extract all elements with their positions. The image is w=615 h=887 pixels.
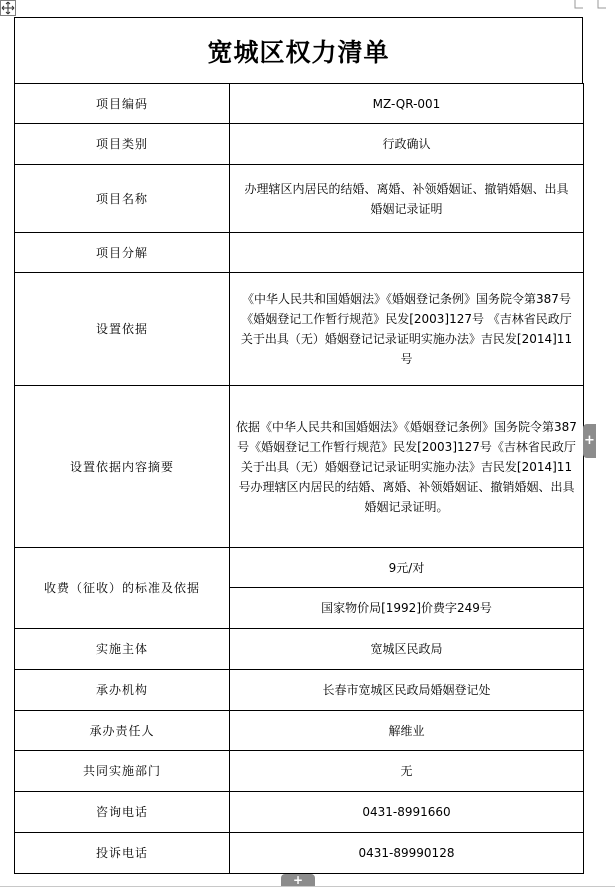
add-column-button[interactable] — [583, 424, 596, 458]
row-label: 投诉电话 — [15, 833, 230, 874]
row-value: 依据《中华人民共和国婚姻法》《婚姻登记条例》国务院令第387号《婚姻登记工作暂行规范》民发[2003]127号《吉林省民政厅关于出具（无）婚姻登记记录证明实施办法》吉民发[2014]11号办理辖区内居民的结婚、离婚、补领婚姻证、撤销婚姻、出具婚姻记录证明。 — [230, 386, 584, 548]
row-label: 项目编码 — [15, 84, 230, 124]
table-row — [15, 386, 584, 548]
power-list-table — [14, 83, 584, 874]
row-value — [230, 233, 584, 273]
table-row — [15, 273, 584, 386]
add-row-button[interactable] — [281, 874, 315, 886]
add-row-icon: + — [292, 873, 304, 887]
row-value: 解维业 — [230, 711, 584, 751]
fee-label: 收费（征收）的标准及依据 — [15, 548, 230, 629]
row-value: 行政确认 — [230, 124, 584, 165]
table-row — [15, 711, 584, 751]
row-value: 长春市宽城区民政局婚姻登记处 — [230, 670, 584, 711]
fee-standard: 9元/对 — [230, 548, 584, 588]
row-value: 无 — [230, 751, 584, 792]
fee-basis: 国家物价局[1992]价费字249号 — [230, 588, 584, 629]
title-row — [14, 17, 583, 83]
row-value: 0431-89990128 — [230, 833, 584, 874]
table-row — [15, 548, 584, 588]
row-value: MZ-QR-001 — [230, 84, 584, 124]
row-label: 设置依据 — [15, 273, 230, 386]
row-value: 宽城区民政局 — [230, 629, 584, 670]
row-label: 承办责任人 — [15, 711, 230, 751]
table-row — [15, 833, 584, 874]
table-row — [15, 629, 584, 670]
row-label: 共同实施部门 — [15, 751, 230, 792]
table-row — [15, 751, 584, 792]
row-label: 项目类别 — [15, 124, 230, 165]
row-value: 0431-8991660 — [230, 792, 584, 833]
row-value: 《中华人民共和国婚姻法》《婚姻登记条例》国务院令第387号《婚姻登记工作暂行规范》民发[2003]127号 《吉林省民政厅关于出具（无）婚姻登记记录证明实施办法》吉民发[2014]11号 — [230, 273, 584, 386]
table-row — [15, 84, 584, 124]
row-label: 咨询电话 — [15, 792, 230, 833]
table-row — [15, 124, 584, 165]
row-label: 项目分解 — [15, 233, 230, 273]
row-value: 办理辖区内居民的结婚、离婚、补领婚姻证、撤销婚姻、出具婚姻记录证明 — [230, 165, 584, 233]
table-row — [15, 792, 584, 833]
table-row — [15, 670, 584, 711]
row-label: 实施主体 — [15, 629, 230, 670]
table-row — [15, 165, 584, 233]
table-row — [15, 233, 584, 273]
row-label: 设置依据内容摘要 — [15, 386, 230, 548]
add-column-icon: + — [584, 433, 595, 448]
page-title: 宽城区权力清单 — [207, 37, 390, 67]
row-label: 承办机构 — [15, 670, 230, 711]
row-label: 项目名称 — [15, 165, 230, 233]
